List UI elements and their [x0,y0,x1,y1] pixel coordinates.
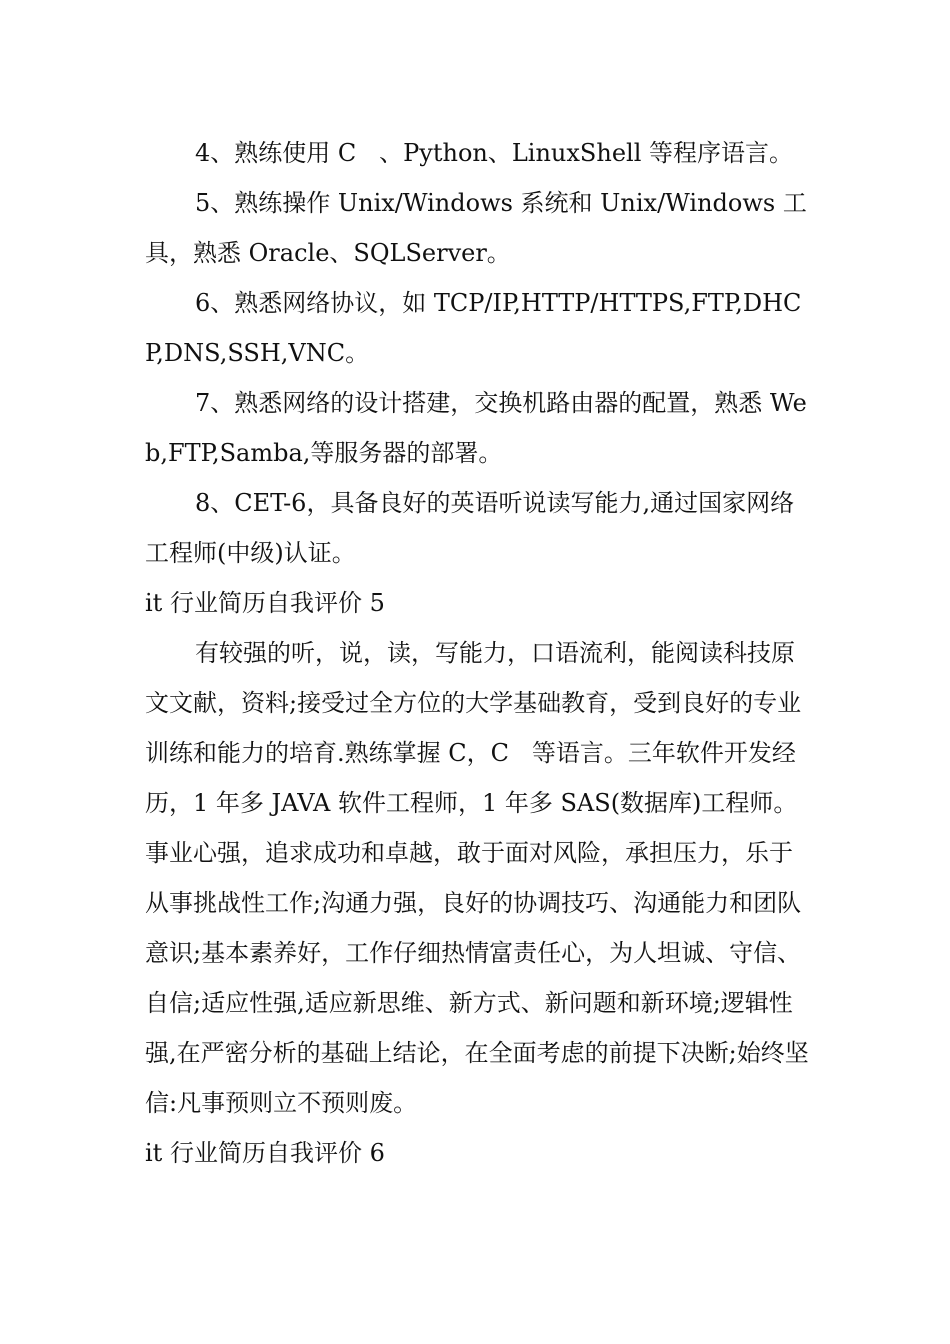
list-item-4: 4、熟练使用 C 、Python、LinuxShell 等程序语言。 [195,139,794,167]
section-heading-6: it 行业简历自我评价 6 [145,1139,385,1167]
section-paragraph-5: 有较强的听，说，读，写能力，口语流利，能阅读科技原文文献，资料;接受过全方位的大学基础教育，受到良好的专业训练和能力的培育.熟练掌握 C，C 等语言。三年软件开发经历，1 年多 JAVA 软件工程师，1 年多 SAS(数据库)工程师。事业心强，追求成功和卓越，敢于面对风险，承担压力，乐于从事挑战性工作;沟通力强，良好的协调技巧、沟通能力和团队意识;基本素养好，工作仔细热情富责任心，为人坦诚、守信、自信;适应性强,适应新思维、新方式、新问题和新环境;逻辑性强,在严密分析的基础上结论，在全面考虑的前提下决断;始终坚信:凡事预则立不预则废。 [145,639,809,1117]
section-heading-5: it 行业简历自我评价 5 [145,589,385,617]
document-body [145,128,810,1178]
list-item-7: 7、熟悉网络的设计搭建，交换机路由器的配置，熟悉 Web,FTP,Samba,等服务器的部署。 [145,389,807,467]
list-item-6: 6、熟悉网络协议，如 TCP/IP,HTTP/HTTPS,FTP,DHCP,DNS,SSH,VNC。 [145,289,802,367]
list-item-5: 5、熟练操作 Unix/Windows 系统和 Unix/Windows 工具，熟悉 Oracle、SQLServer。 [145,189,807,267]
list-item-8: 8、CET-6，具备良好的英语听说读写能力,通过国家网络工程师(中级)认证。 [145,489,795,567]
